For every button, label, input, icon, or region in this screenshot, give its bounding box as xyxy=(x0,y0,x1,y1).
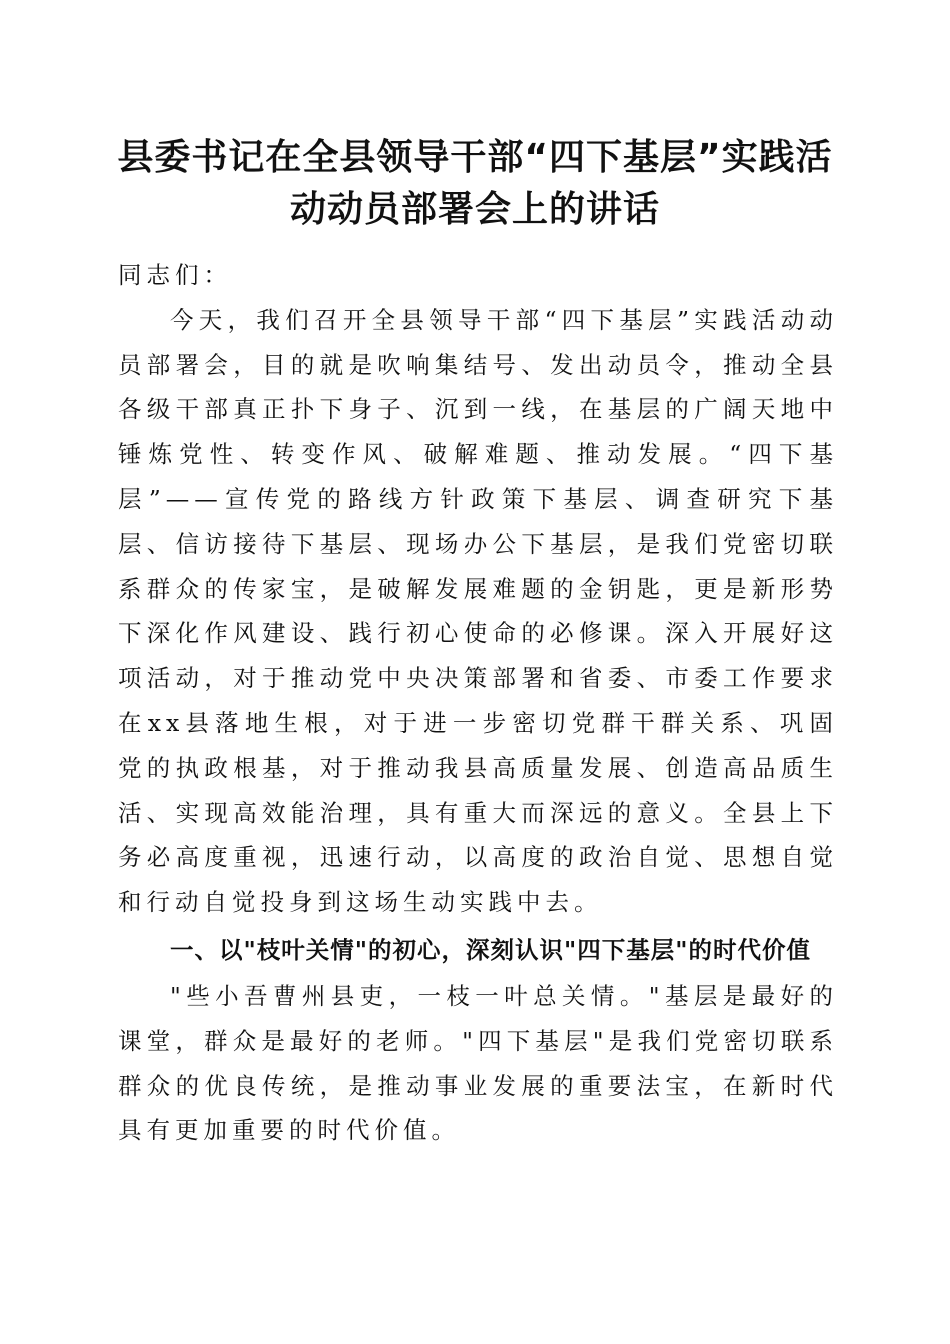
salutation: 同志们： xyxy=(118,261,232,289)
title-line-1: 县委书记在全县领导干部“四下基层”实践活 xyxy=(117,137,833,178)
document-body xyxy=(118,253,838,1153)
section-heading-1: 一、以"枝叶关情"的初心，深刻认识"四下基层"的时代价值 xyxy=(170,935,811,964)
title-line-2: 动动员部署会上的讲话 xyxy=(289,189,660,230)
paragraph-section-1: "些小吾曹州县吏，一枝一叶总关情。"基层是最好的课堂，群众是最好的老师。"四下基层"是我们党密切联系群众的优良传统，是推动事业发展的重要法宝，在新时代具有更加重要的时代价值。 xyxy=(118,981,838,1145)
paragraph-intro: 今天，我们召开全县领导干部“四下基层”实践活动动员部署会，目的就是吹响集结号、发出动员令，推动全县各级干部真正扑下身子、沉到一线，在基层的广阔天地中锤炼党性、转变作风、破解难题、推动发展。“四下基层”——宣传党的路线方针政策下基层、调查研究下基层、信访接待下基层、现场办公下基层，是我们党密切联系群众的传家宝，是破解发展难题的金钥匙，更是新形势下深化作风建设、践行初心使命的必修课。深入开展好这项活动，对于推动党中央决策部署和省委、市委工作要求在xx县落地生根，对于进一步密切党群干群关系、巩固党的执政根基，对于推动我县高质量发展、创造高品质生活、实现高效能治理，具有重大而深远的意义。全县上下务必高度重视，迅速行动，以高度的政治自觉、思想自觉和行动自觉投身到这场生动实践中去。 xyxy=(118,305,838,917)
document-title xyxy=(100,132,850,236)
